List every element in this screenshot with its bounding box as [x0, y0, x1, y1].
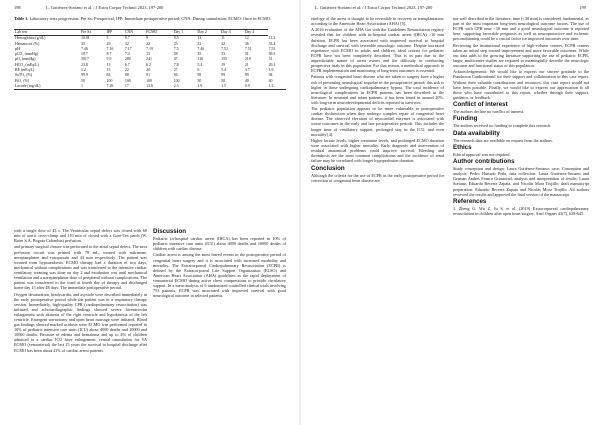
table-cell: 12: [244, 36, 249, 41]
table-row-label: Hemoglobin (g/dL): [15, 36, 46, 41]
table-cell: 27: [173, 68, 178, 73]
table-cell: 100: [146, 78, 152, 83]
table-caption-text: Laboratory tests progression. Pre Sx: Preoperical; IPP: Immediate postoperative period; CNN: During cannulation; ECMO: Once in ECMO.: [29, 16, 272, 21]
section-heading: Funding: [453, 115, 478, 123]
table-cell: 94: [268, 73, 273, 78]
body-paragraph: The research data are available on request from the authors.: [453, 137, 553, 143]
table-cell: 33.4: [268, 41, 276, 46]
table-cell: 116: [197, 57, 204, 62]
table-cell: 13: [106, 62, 111, 67]
table-cell: 32: [197, 41, 202, 46]
table-header-cell: Lab test: [14, 30, 80, 36]
table-row-label: BE (mEq/L): [15, 68, 35, 73]
table-cell: 9.7: [124, 36, 130, 41]
body-paragraph: The authors declare no conflict of interest.: [453, 109, 525, 115]
table-cell: 13: [197, 36, 202, 41]
table-header-cell: Day 2: [196, 30, 220, 36]
table-cell: 1.9: [196, 84, 220, 90]
table-cell: 155: [221, 57, 227, 62]
table-cell: 7.8: [173, 62, 179, 67]
section-heading: Discussion: [153, 228, 187, 235]
table-cell: 84: [106, 73, 111, 78]
table-cell: 99.9: [81, 73, 88, 78]
table-row-label: pCO₂ (mmHg): [15, 52, 39, 57]
body-paragraph: not well described in the literature, time (<30 min) is considered fundamental, as part of the most important long-term neurological outcome factors. The use of ECPR with CPR time <30 min and a good neurological outcome is reported here, supporting favorable prognosis as well as neuroprotective and ischemic preconditioning could be a crucial factor for improved outcomes over time.: [453, 16, 589, 42]
table-cell: 17: [124, 84, 145, 90]
table-cell: 88: [124, 73, 129, 78]
table-cell: 9: [146, 36, 149, 41]
body-paragraph: Acknowledgements: We would like to express our sincere gratitude to the Fundacion Cardioinfantil for their support and collaboration in this case report. Without their valuable contributions and resources, this case report would not have been possible. Finally, we would like to express our appreciation to all those who have contributed to this report, whether through their support, guidance, or feedback.: [453, 69, 589, 100]
table-cell: 5.4: [221, 68, 226, 73]
table-cell: 10.81: [81, 36, 90, 41]
table-cell: 40: [268, 78, 273, 83]
table-cell: 1: [80, 84, 106, 90]
body-paragraph: Study conception and design: Laura Gutiérrez-Soriano; case: Conception and analysis: Pedro Hurtado Peña, data collection: Laura Gutiérrez-Soriano and German Andres Franco Gruntorad; analysis and interpretation of results: Laura Soriano, Eduardo Becerra Zapata, and Nicolás Mora Trujillo; draft manuscript preparation: Eduardo Becerra Zapata and Nicolás Mora Trujillo. All authors reviewed the results and approved the final version of the manuscript.: [453, 166, 589, 197]
table-header-cell: Pre Sx: [80, 30, 106, 36]
body-paragraph: etiology of the arrest is thought to be reversible to recovery or transplantation, according to the American Heart Association (AHA) [5].: [311, 16, 444, 27]
table-cell: 9.5: [173, 36, 179, 41]
table-row-label: pH: [15, 46, 20, 51]
table-cell: 29: [106, 41, 111, 46]
body-paragraph: Patients with congenital heart disease who are taken to surgery have a higher risk of presenting neurological sequelae in the postoperative period; this risk is higher in those undergoing cardiopulmonary bypass. The total incidence of neurological complications in ECPR patients has been described in the literature. In neonatal and infant patients, it has been found in around 20%, with long-term neurodevelopmental deficits reported in survivors.: [311, 74, 444, 105]
body-paragraph: Although the criteria for the use of ECPR in the early postoperative period for correction of congenital heart disease are: [311, 172, 444, 183]
table-cell: 31: [244, 52, 249, 57]
table-body: [14, 36, 286, 90]
table-cell: 15: [106, 68, 111, 73]
table-cell: 94: [173, 73, 178, 78]
table-cell: 58.5: [268, 52, 276, 57]
table-cell: 13: [146, 52, 151, 57]
section-heading: Author contributions: [453, 158, 515, 166]
table-cell: 47: [173, 57, 178, 62]
table-cell: 32: [221, 41, 226, 46]
table-cell: 32: [124, 41, 129, 46]
right-page-number: 199: [579, 5, 586, 10]
table-cell: 13.6: [145, 84, 173, 90]
table-cell: 0.9: [244, 84, 268, 90]
table-cell: 1.5: [220, 84, 244, 90]
table-cell: 6.2: [146, 62, 151, 67]
table-cell: 23.8: [81, 62, 88, 67]
table-cell: 25: [173, 41, 178, 46]
body-paragraph: Ethical approval was not required.: [453, 151, 511, 157]
table-row-label: HCO₃ (mEq/L): [15, 62, 39, 67]
table-cell: 1.2: [268, 84, 286, 90]
table-cell: 7.4: [124, 52, 130, 57]
table-cell: 36: [244, 41, 249, 46]
left-page-number: 198: [14, 5, 21, 10]
left-page: [0, 0, 299, 425]
right-running-head: [315, 4, 586, 12]
table-row-label: Hematocrit (%): [15, 41, 40, 46]
table-cell: 9.9: [106, 57, 112, 62]
body-paragraph: The authors received no funding to complete this research.: [453, 123, 552, 129]
table-cell: 19: [221, 62, 226, 67]
table-cell: 18.7: [81, 52, 88, 57]
table-header-cell: ECMO: [145, 30, 173, 36]
table-cell: 7.52: [221, 46, 228, 51]
table-cell: 6.7: [124, 62, 130, 67]
table-cell: 1.2: [81, 68, 86, 73]
table-cell: 33: [221, 52, 226, 57]
right-page-column-1: [311, 16, 444, 419]
body-paragraph: Cardiac arrest is among the most feared events in the postoperative period of congenital heart surgery and it is associated with increased morbidity and mortality. The Extracorporeal Cardiopulmonary Resuscitation (ECPR) is defined by the Extracorporeal Life Support Organization (ELSO) and American Heart Association (AHA) guidelines as the rapid deployment of venoarterial ECMO during active chest compressions to provide circulatory support. In a meta-analysis of 9 randomized controlled clinical trials involving 753 patients, ECPR was associated with improved survival with good neurological outcome in selected patients.: [153, 252, 286, 299]
table-cell: 98: [197, 73, 202, 78]
table-cell: 99: [221, 73, 226, 78]
body-paragraph: Reviewing the institutional experience of high-volume centers, ECPR centers taken an initial step toward improvement and more favorable outcomes. While our data adds to the growing literature supporting the use of pediatric ECPR, larger, multicenter studies are required to meaningfully describe the neurologic outcome and functional status of this population.: [453, 42, 589, 69]
body-paragraph: and primary surgical closure was performed to the atrial septal defect. The next perfusion circuit was primed with 78 mL, treated with milrinone, norepinephrine and vasopressin and 43 min respectively. The patient was weaned from hypoaesthesis. ECMO therapy had a duration of two days, mechanical without complications and was transferred to the intensive cardiac ventilatory weaning was done on day 2 and extubation was until mechanical ventilation and a norepinephrine dose of peripheral without complications. The patient was transferred to the ward at fourth day of therapy and discharged home day 15 after 48 days. The immediate postoperative period.: [14, 244, 147, 291]
right-running-title: L. Gutiérrez-Soriano et al. / J Extra Corpor Technol 2023, 197-200: [315, 5, 433, 10]
table-header-cell: Day 1: [173, 30, 197, 36]
body-paragraph: A 2016 evaluation of the AHA Get with the Guidelines Resuscitation registry revealed that for children with in-hospital cardiac arrest (IHCA) >10 min duration, ECPR has been associated with improved survival to hospital discharge and survival with favorable neurologic outcome. Despite increased experience with ECMO in adults and children, ideal criteria for pediatric ECPR have not been completely described. This is in part due to the unpredictable nature of arrest events and the difficulty in conducting prospective trials in this population. For that reason, a methodical approach to ECPR implementation and monitoring of long-term outcomes is essential.: [311, 27, 444, 74]
table-caption-label: Table 1.: [14, 16, 29, 21]
section-heading: Ethics: [453, 143, 472, 151]
table-row-label: SaTO₂ (%): [15, 73, 33, 78]
table-cell: 6: [197, 68, 200, 73]
table-cell: 33: [81, 41, 85, 46]
table-row: [14, 84, 286, 90]
body-paragraph: 1. Zheng G, Wu Z, Ju S, et al. (2019) Extracorporeal cardiopulmonary resuscitation in children after open heart surgery. Artif Organs 43(7), 638-645.: [453, 205, 589, 217]
left-running-title: L. Gutiérrez-Soriano et al. / J Extra Corpor Technol 2023, 197-200: [46, 5, 164, 10]
table-cell: 5.4: [197, 62, 203, 67]
table-cell: 21: [244, 62, 249, 67]
table-cell: 11.3: [268, 36, 276, 41]
body-paragraph: Oxygen desaturation, bradycardia, and asystole were described immediately in the early postoperative period while the patient was in a respiratory therapy session. Immediately, high-quality CPR (cardiopulmonary resuscitation) was initiated and echocardiographic findings showed severe biventricular enlargement with akinesia of the right ventricle and hypokinesia of the left ventricle. Emergent sternotomy and open heart massage were initiated. Blood gas findings showed marked acidosis were ECMO was performed reported in 10% of pediatric intensive care units (ICU) about 4000 deaths and 10000 and 10000 deaths. Because of edema and hematoma and up to 4% of children admitted to a cardiac ICU have enlargement; central cannulation for VA ECMO (venoarterial) the last 25 years the survival to hospital discharge after ECMO has been about 41% of cardiac arrest patients.: [14, 291, 147, 353]
table-caption: [14, 16, 286, 21]
body-paragraph: Pediatric in-hospital cardiac arrest (IHCA) has been reported in 10% of pediatric intensive care units (ICU) about 4000 deaths and 10000 deaths of children with cardiac disease.: [153, 236, 286, 252]
left-page-column-1: [14, 228, 147, 418]
section-heading: Data availability: [453, 129, 500, 137]
section-heading: Conflict of interest: [453, 101, 508, 109]
table-header-cell: Day 4: [244, 30, 268, 36]
table-cell: 1.9: [268, 68, 274, 73]
table-row-label: FiO₂ (%): [15, 78, 30, 83]
right-page-column-2: [453, 16, 589, 419]
table-cell: 29.1: [268, 62, 276, 67]
table-cell: 58: [173, 52, 178, 57]
table-cell: 20: [146, 68, 151, 73]
table-cell: 241: [146, 57, 152, 62]
table-cell: 51: [268, 57, 273, 62]
table-cell: 3017: [81, 57, 89, 62]
table-cell: 100: [124, 78, 131, 83]
table-cell: 50: [197, 78, 202, 83]
table-cell: 7.19: [146, 46, 153, 51]
body-paragraph: The pediatric population appears to be more vulnerable to postoperative cardiac dysfunction when they undergo complex repair of congenital heart disease. The observed elevation of myocardial enzymes is associated with worse outcomes in the early and late postoperative periods. This includes the longer time of ventilatory support, prolonged stay in the ICU, and even mortality [4].: [311, 106, 444, 137]
table-header-cell: IPP: [106, 30, 124, 36]
table-cell: 7.26: [106, 84, 124, 90]
table-cell: 7.51: [268, 46, 276, 51]
table-row-label: pO₂ (mmHg): [15, 57, 36, 62]
table-cell: 5: [106, 36, 109, 41]
table-cell: 7.5: [173, 46, 179, 51]
table-header-cell: Day 3: [220, 30, 244, 36]
table-cell: 35: [197, 52, 202, 57]
table-cell: 91: [146, 73, 151, 78]
table-cell: 11: [221, 36, 225, 41]
table-cell: 50: [221, 78, 226, 83]
lab-tests-table: [14, 29, 286, 90]
table-cell: 100: [106, 78, 113, 83]
table-cell: 3.7: [244, 68, 250, 73]
table-cell: 22: [124, 68, 129, 73]
section-heading: References: [453, 197, 487, 205]
table-cell: 7.17: [124, 46, 132, 51]
table-cell: 280: [124, 57, 131, 62]
table-cell: 8.7: [106, 52, 112, 57]
table-row-label: Lactate (mg/dL): [14, 84, 80, 90]
table-header-cell: CNN: [124, 30, 145, 36]
table-cell: 99: [244, 73, 249, 78]
table-cell: 100: [173, 78, 180, 83]
table-cell: 7.46: [197, 46, 205, 51]
section-heading: Conclusion: [311, 164, 345, 172]
table-cell: 2.3: [173, 84, 197, 90]
left-page-column-2: [153, 228, 286, 418]
left-running-head: [14, 4, 285, 12]
table-cell: 7.46: [81, 46, 88, 51]
body-paragraph: Higher lactate levels, higher creatinine levels, and prolonged ECMO duration were associated with higher mortality. Early diagnosis and intervention of residual anatomical problems could improve survival. Bleeding and thrombosis are the most common complications and the incidence of renal failure may be correlated with longer hypoperfusion duration.: [311, 137, 444, 164]
body-paragraph: with a single dose of 43 s. The Ventricular septal defect was closed with 60 min of aortic cross-clamp and 110 min of closed with a Gore-Tex patch (W. Bates S.A, Bogota Colombia) perfusion.: [14, 228, 147, 244]
right-page: [301, 0, 600, 425]
table-cell: 7.16: [106, 46, 114, 51]
table-cell: 218: [244, 57, 251, 62]
table-cell: 7.51: [244, 46, 252, 51]
table-cell: 22: [146, 41, 151, 46]
table-cell: 50: [81, 78, 85, 83]
table-cell: 40: [244, 78, 249, 83]
